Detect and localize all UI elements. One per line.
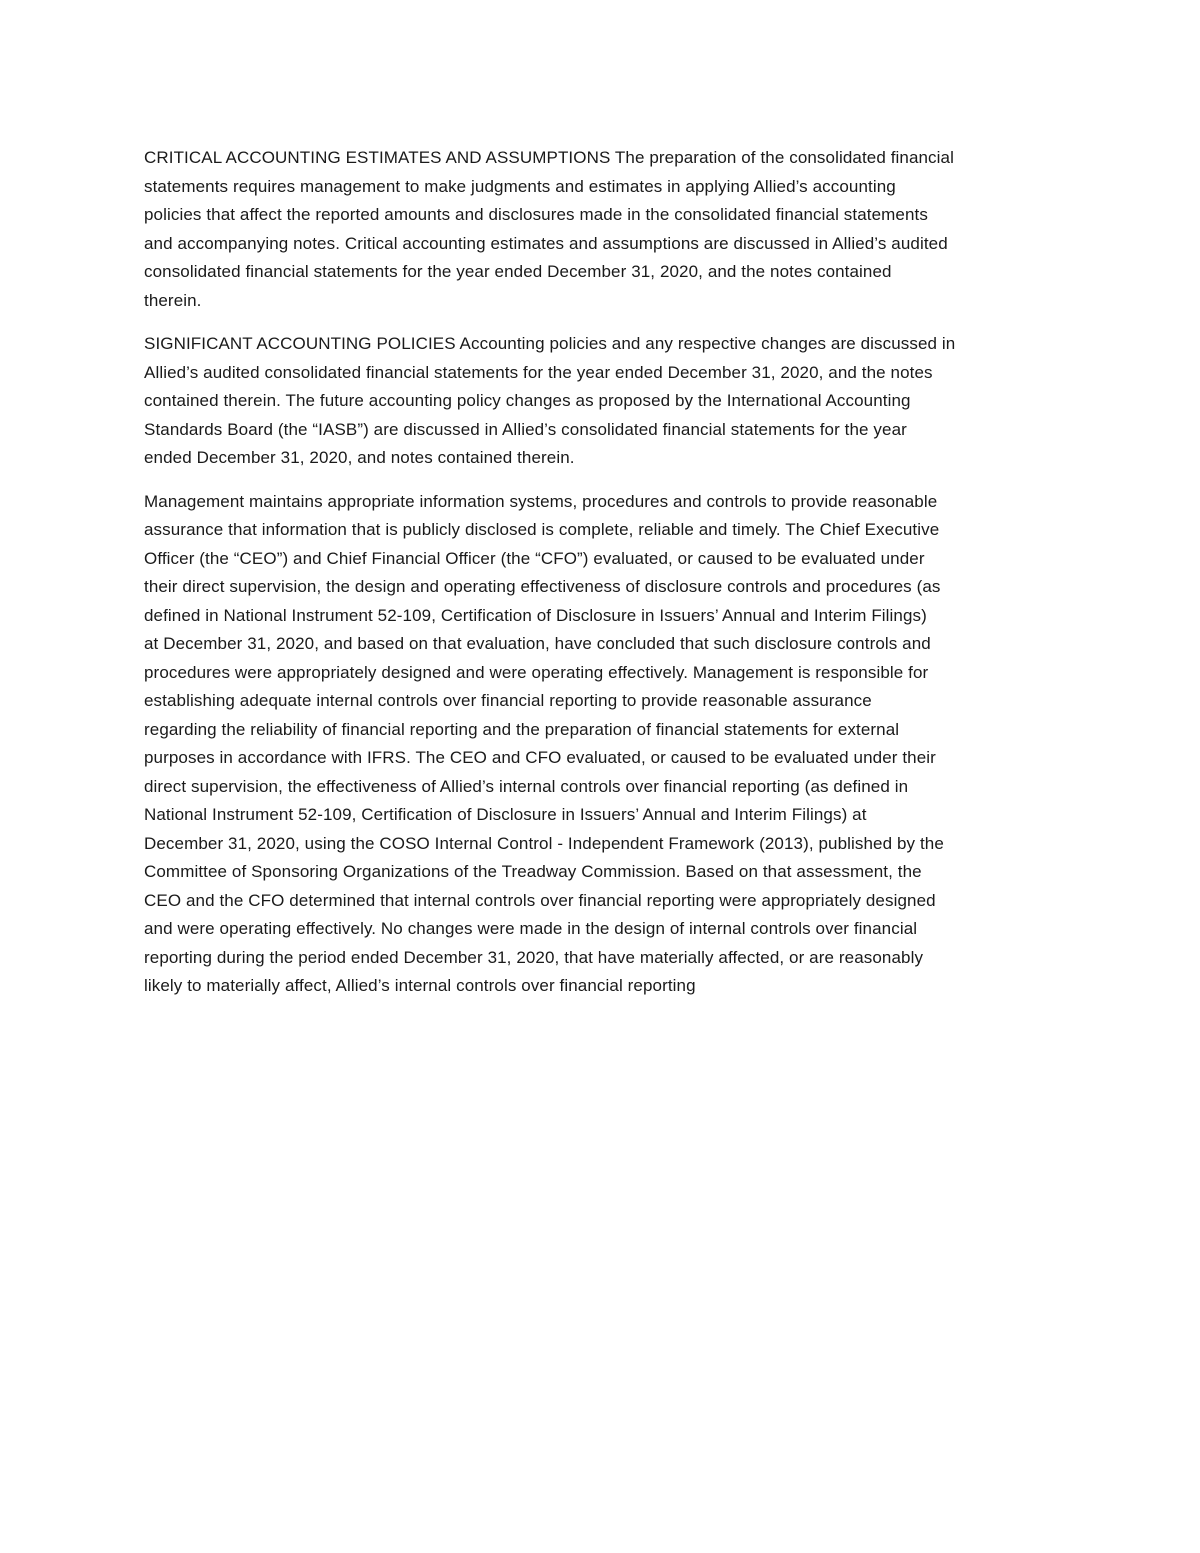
text-line: Standards Board (the “IASB”) are discussed in Allied’s consolidated financial statements for the year (144, 419, 907, 439)
text-line: SIGNIFICANT ACCOUNTING POLICIES Accounting policies and any respective changes are discussed in (144, 334, 956, 353)
text-line: contained therein. The future accounting policy changes as proposed by the International Accounting (144, 391, 911, 410)
text-line: regarding the reliability of financial reporting and the preparation of financial statements for external (144, 719, 900, 739)
text-line: assurance that information that is publicly disclosed is complete, reliable and timely. The Chief Executive (144, 520, 940, 539)
text-line: consolidated financial statements for the year ended December 31, 2020, and the notes contained (144, 262, 892, 281)
text-line: purposes in accordance with IFRS. The CEO and CFO evaluated, or caused to be evaluated under their (144, 748, 936, 767)
text-line: ended December 31, 2020, and notes contained therein. (144, 448, 575, 467)
text-line: establishing adequate internal controls over financial reporting to provide reasonable assurance (144, 691, 872, 710)
text-line: statements requires management to make judgments and estimates in applying Allied’s accounting (144, 176, 896, 196)
paragraph-critical-accounting-estimates (144, 144, 1056, 315)
text-line: direct supervision, the effectiveness of Allied’s internal controls over financial reporting (as defined in (144, 776, 909, 796)
paragraph-disclosure-controls (144, 488, 1056, 1001)
text-line: Officer (the “CEO”) and Chief Financial Officer (the “CFO”) evaluated, or caused to be evaluated under (144, 548, 925, 568)
text-line: defined in National Instrument 52-109, Certification of Disclosure in Issuers’ Annual and Interim Filings) (144, 605, 927, 625)
text-line: Committee of Sponsoring Organizations of the Treadway Commission. Based on that assessment, the (144, 862, 922, 881)
text-line: Allied’s audited consolidated financial statements for the year ended December 31, 2020, and the notes (144, 362, 933, 382)
paragraph-significant-accounting-policies (144, 330, 1056, 473)
text-line: Management maintains appropriate information systems, procedures and controls to provide reasonable (144, 491, 938, 511)
text-line: and were operating effectively. No changes were made in the design of internal controls over financial (144, 919, 918, 938)
text-line: likely to materially affect, Allied’s internal controls over financial reporting (144, 976, 696, 995)
text-line: therein. (144, 290, 202, 310)
text-line: at December 31, 2020, and based on that evaluation, have concluded that such disclosure controls and (144, 634, 931, 653)
text-line: procedures were appropriately designed and were operating effectively. Management is responsible for (144, 662, 929, 682)
text-line: CEO and the CFO determined that internal controls over financial reporting were appropriately designed (144, 890, 936, 910)
text-line: their direct supervision, the design and operating effectiveness of disclosure controls and procedures (as (144, 577, 941, 596)
text-line: and accompanying notes. Critical accounting estimates and assumptions are discussed in Allied’s audited (144, 233, 948, 253)
text-line: CRITICAL ACCOUNTING ESTIMATES AND ASSUMPTIONS The preparation of the consolidated financial (144, 148, 954, 167)
text-line: reporting during the period ended December 31, 2020, that have materially affected, or are reasonably (144, 947, 924, 967)
document-body (144, 144, 1056, 1016)
text-line: December 31, 2020, using the COSO Internal Control - Independent Framework (2013), published by the (144, 833, 944, 853)
text-line: policies that affect the reported amounts and disclosures made in the consolidated financial statements (144, 205, 928, 224)
text-line: National Instrument 52-109, Certification of Disclosure in Issuers’ Annual and Interim Filings) at (144, 805, 867, 824)
